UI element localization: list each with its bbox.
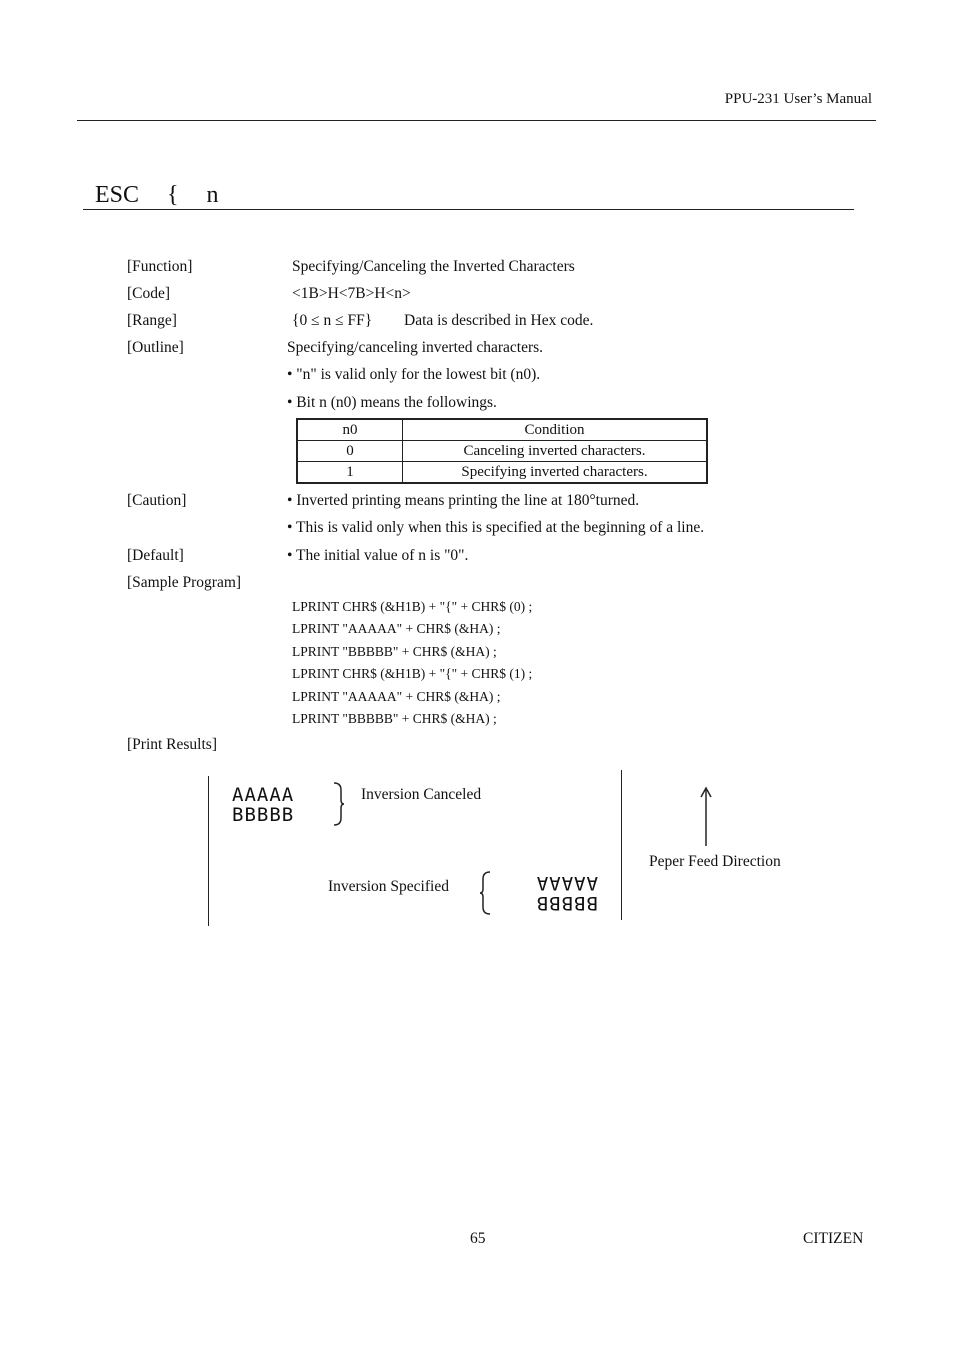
code-label: [Code] — [127, 285, 171, 302]
range-label: [Range] — [127, 312, 177, 329]
inversion-specified-label: Inversion Specified — [328, 878, 449, 895]
outline-label: [Outline] — [127, 339, 184, 356]
code-line: LPRINT CHR$ (&H1B) + "{" + CHR$ (1) ; — [292, 666, 533, 681]
code-line: LPRINT "BBBBB" + CHR$ (&HA) ; — [292, 711, 497, 726]
table-header-row — [297, 419, 707, 441]
table-row — [297, 441, 707, 462]
command-rule — [83, 209, 854, 210]
table-cell: Canceling inverted characters. — [403, 441, 708, 462]
brand-name: CITIZEN — [803, 1230, 864, 1247]
condition-table — [296, 418, 708, 484]
normal-line-b: BBBBB — [232, 804, 295, 826]
table-row — [297, 462, 707, 484]
table-header-n0: n0 — [297, 419, 403, 441]
command-title: ESC { n — [95, 182, 219, 208]
inverted-line-b: BBBBB — [535, 892, 598, 914]
caution-bullet-2: • This is valid only when this is specified at the beginning of a line. — [287, 519, 705, 536]
print-results-diagram — [200, 768, 820, 928]
outline-value: Specifying/canceling inverted characters. — [287, 339, 544, 356]
normal-line-a: AAAAA — [232, 784, 295, 806]
outline-bullet-2: • Bit n (n0) means the followings. — [287, 394, 497, 411]
default-bullet: • The initial value of n is "0". — [287, 547, 469, 564]
code-line: LPRINT "AAAAA" + CHR$ (&HA) ; — [292, 621, 501, 636]
inversion-canceled-label: Inversion Canceled — [361, 786, 482, 803]
code-line: LPRINT "AAAAA" + CHR$ (&HA) ; — [292, 689, 501, 704]
paper-left-edge — [208, 776, 209, 926]
paper-feed-direction-label: Peper Feed Direction — [649, 853, 781, 870]
outline-bullet-1: • "n" is valid only for the lowest bit (n0). — [287, 366, 541, 383]
range-value: {0 ≤ n ≤ FF} — [292, 312, 373, 329]
sample-program-label: [Sample Program] — [127, 574, 242, 591]
print-results-label: [Print Results] — [127, 736, 217, 753]
code-value: <1B>H<7B>H<n> — [292, 285, 411, 302]
left-bracket-icon — [478, 871, 492, 915]
page-number: 65 — [470, 1230, 486, 1247]
function-value: Specifying/Canceling the Inverted Characters — [292, 258, 575, 275]
code-line: LPRINT CHR$ (&H1B) + "{" + CHR$ (0) ; — [292, 599, 533, 614]
paper-right-edge — [621, 770, 622, 920]
table-header-condition: Condition — [403, 419, 708, 441]
range-note: Data is described in Hex code. — [404, 312, 594, 329]
manual-title: PPU-231 User’s Manual — [724, 91, 872, 107]
table-cell: 1 — [297, 462, 403, 484]
right-bracket-icon — [332, 782, 346, 826]
function-label: [Function] — [127, 258, 193, 275]
default-label: [Default] — [127, 547, 184, 564]
code-line: LPRINT "BBBBB" + CHR$ (&HA) ; — [292, 644, 497, 659]
table-cell: 0 — [297, 441, 403, 462]
header-rule — [77, 120, 876, 121]
inverted-line-a: AAAAA — [535, 872, 598, 894]
table-cell: Specifying inverted characters. — [403, 462, 708, 484]
caution-label: [Caution] — [127, 492, 187, 509]
caution-bullet-1: • Inverted printing means printing the line at 180°turned. — [287, 492, 640, 509]
up-arrow-icon — [698, 786, 714, 848]
inverted-text-block — [500, 872, 600, 914]
